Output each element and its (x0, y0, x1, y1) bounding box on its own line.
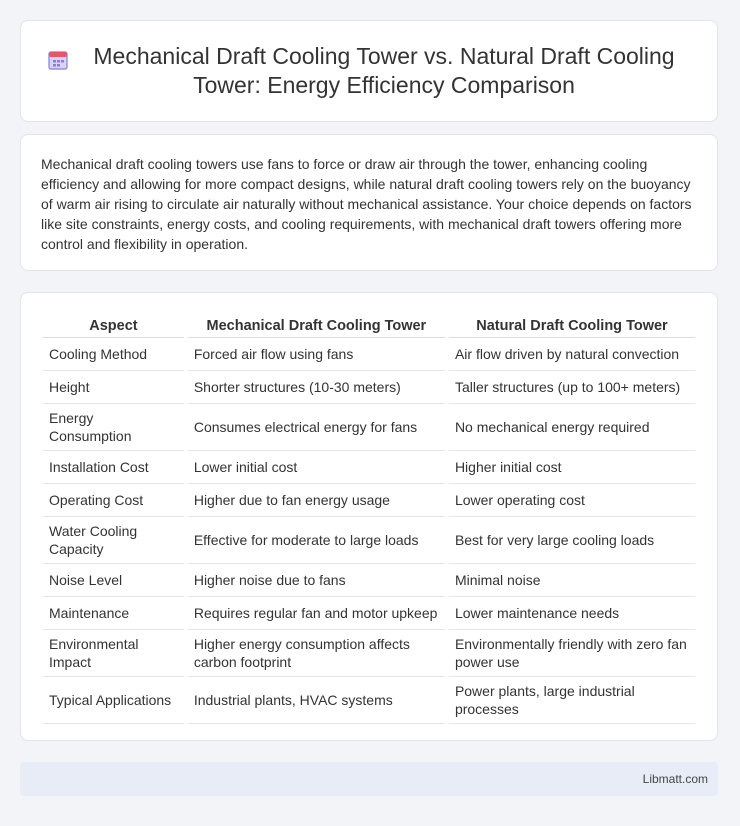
natural-cell: Minimal noise (449, 564, 695, 597)
natural-cell: No mechanical energy required (449, 404, 695, 451)
table-row (43, 677, 695, 724)
comparison-table (39, 315, 699, 724)
comparison-card (20, 292, 718, 741)
aspect-cell: Installation Cost (43, 451, 184, 484)
natural-cell: Higher initial cost (449, 451, 695, 484)
aspect-cell: Environmental Impact (43, 630, 184, 677)
natural-cell: Air flow driven by natural convection (449, 338, 695, 371)
table-row (43, 404, 695, 451)
header-aspect: Aspect (43, 315, 184, 338)
table-row (43, 630, 695, 677)
mechanical-cell: Forced air flow using fans (188, 338, 445, 371)
mechanical-cell: Shorter structures (10-30 meters) (188, 371, 445, 404)
footer (20, 762, 718, 796)
table-row (43, 517, 695, 564)
mechanical-cell: Higher noise due to fans (188, 564, 445, 597)
aspect-cell: Water Cooling Capacity (43, 517, 184, 564)
intro-paragraph: Mechanical draft cooling towers use fans to force or draw air through the tower, enhancing cooling efficiency and allowing for more compact designs, while natural draft cooling towers rely on the buoyancy of warm air rising to circulate air naturally without mechanical assistance. Your choice depends on factors like site constraints, energy costs, and cooling requirements, with mechanical draft towers offering more control and flexibility in operation. (41, 156, 692, 252)
table-row (43, 451, 695, 484)
natural-cell: Lower maintenance needs (449, 597, 695, 630)
table-row (43, 371, 695, 404)
table-row (43, 484, 695, 517)
natural-cell: Taller structures (up to 100+ meters) (449, 371, 695, 404)
document-calendar-icon (47, 49, 69, 71)
aspect-cell: Typical Applications (43, 677, 184, 724)
aspect-cell: Cooling Method (43, 338, 184, 371)
natural-cell: Power plants, large industrial processes (449, 677, 695, 724)
header-mechanical: Mechanical Draft Cooling Tower (188, 315, 445, 338)
aspect-cell: Maintenance (43, 597, 184, 630)
aspect-cell: Noise Level (43, 564, 184, 597)
table-row (43, 564, 695, 597)
natural-cell: Best for very large cooling loads (449, 517, 695, 564)
table-header-row (43, 315, 695, 338)
natural-cell: Lower operating cost (449, 484, 695, 517)
mechanical-cell: Effective for moderate to large loads (188, 517, 445, 564)
aspect-cell: Energy Consumption (43, 404, 184, 451)
aspect-cell: Height (43, 371, 184, 404)
natural-cell: Environmentally friendly with zero fan power use (449, 630, 695, 677)
mechanical-cell: Requires regular fan and motor upkeep (188, 597, 445, 630)
mechanical-cell: Lower initial cost (188, 451, 445, 484)
intro-card (20, 134, 718, 271)
page-title: Mechanical Draft Cooling Tower vs. Natural Draft Cooling Tower: Energy Efficiency Comparison (93, 43, 675, 98)
mechanical-cell: Higher due to fan energy usage (188, 484, 445, 517)
table-row (43, 338, 695, 371)
aspect-cell: Operating Cost (43, 484, 184, 517)
title-card (20, 20, 718, 122)
table-row (43, 597, 695, 630)
mechanical-cell: Consumes electrical energy for fans (188, 404, 445, 451)
mechanical-cell: Higher energy consumption affects carbon footprint (188, 630, 445, 677)
header-natural: Natural Draft Cooling Tower (449, 315, 695, 338)
footer-brand-link[interactable]: Libmatt.com (642, 772, 708, 786)
mechanical-cell: Industrial plants, HVAC systems (188, 677, 445, 724)
